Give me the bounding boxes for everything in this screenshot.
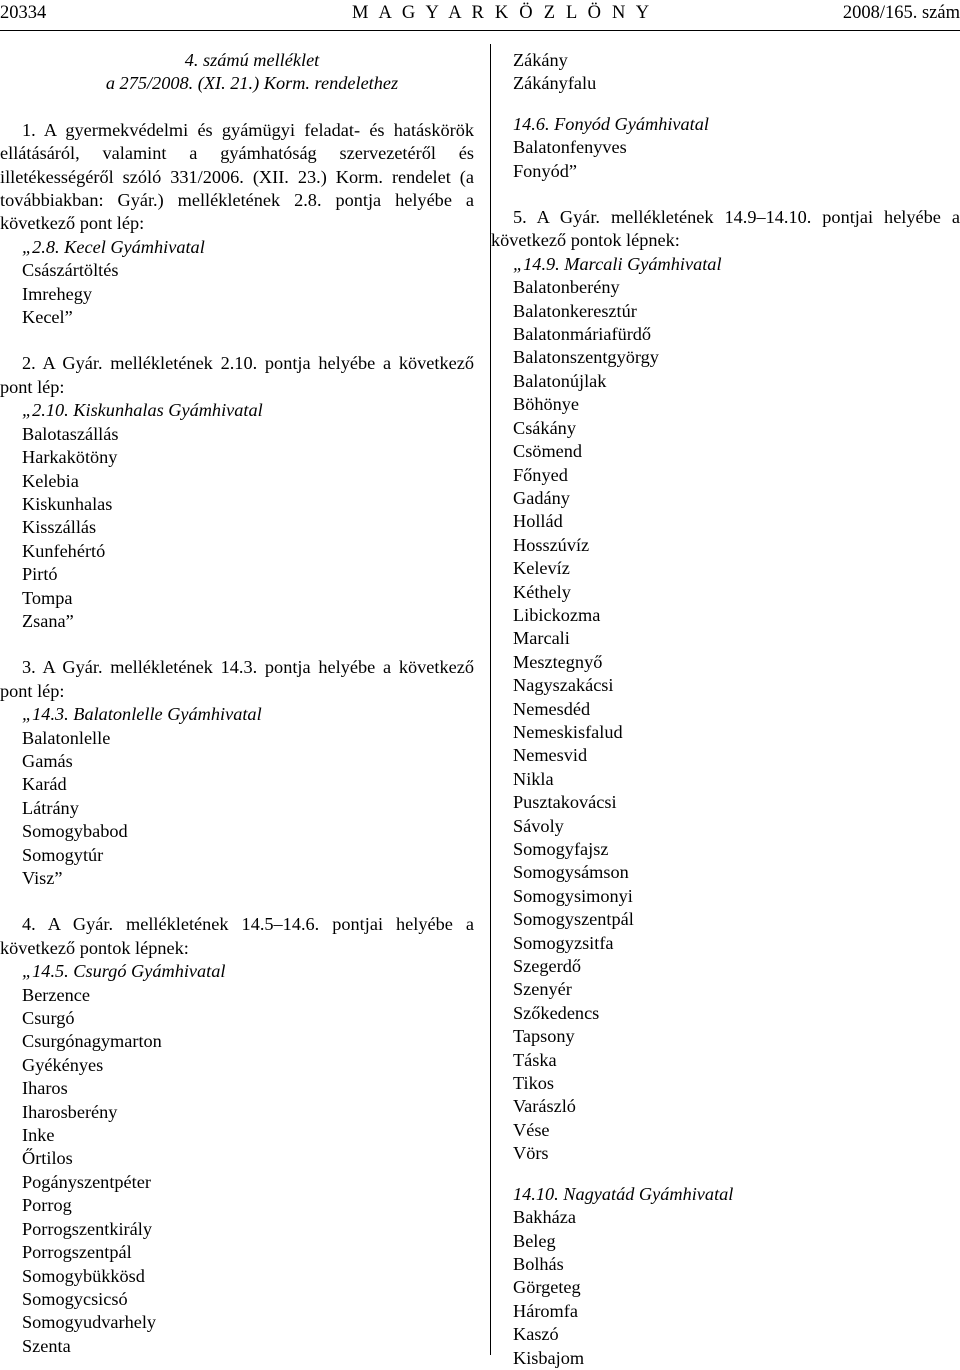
list-item: Csömend — [513, 441, 583, 462]
list-item: Balatonmáriafürdő — [513, 324, 652, 345]
list-item: Somogysámson — [513, 862, 629, 883]
section-title: „14.9. Marcali Gyámhivatal — [513, 253, 722, 274]
list-item: Kisbajom — [513, 1347, 585, 1368]
list-item: Iharosberény — [22, 1101, 118, 1122]
list-item: Szenyér — [513, 979, 572, 1000]
list-item: Vörs — [513, 1143, 549, 1164]
list-item: Szegerdő — [513, 956, 582, 977]
list-item: Böhönye — [513, 394, 580, 415]
list-item: Tikos — [513, 1073, 554, 1094]
page-header — [0, 0, 960, 31]
section-title: 14.10. Nagyatád Gyámhivatal — [513, 1183, 734, 1204]
list-item: Visz” — [22, 868, 63, 888]
paragraph-5: 5. A Gyár. mellékletének 14.9–14.10. pontjai helyébe a következő pontok lépnek: — [491, 207, 960, 251]
list-item: Hollád — [513, 511, 563, 532]
paragraph-3: 3. A Gyár. mellékletének 14.3. pontja helyébe a következő pont lép: — [0, 657, 474, 701]
list-s1 — [0, 259, 474, 329]
list-item: Somogyudvarhely — [22, 1312, 157, 1333]
list-item: Kisszállás — [22, 517, 97, 538]
list-item: Somogytúr — [22, 844, 104, 865]
list-item: Nemesdéd — [513, 698, 591, 719]
list-item: Beleg — [513, 1230, 556, 1251]
list-item: Porrog — [22, 1195, 72, 1216]
list-item: Balatonkeresztúr — [513, 300, 637, 321]
list-item: Hosszúvíz — [513, 534, 590, 555]
section-title: „2.8. Kecel Gyámhivatal — [22, 236, 205, 257]
list-item: Porrogszentkirály — [22, 1218, 152, 1239]
list-item: Főnyed — [513, 464, 568, 485]
list-item: Harkakötöny — [22, 447, 118, 468]
list-item: Fonyód” — [513, 160, 577, 181]
list-item: Nemeskisfalud — [513, 721, 623, 742]
list-s5 — [513, 136, 960, 183]
list-item: Háromfa — [513, 1300, 578, 1321]
list-item: Kecel” — [22, 307, 73, 328]
list-item: Zsana” — [22, 610, 74, 631]
list-item: Császártöltés — [22, 260, 119, 281]
section-title: „14.3. Balatonlelle Gyámhivatal — [22, 704, 262, 725]
list-item: Szenta — [22, 1335, 71, 1356]
list-s3 — [0, 727, 474, 891]
list-item: Szőkedencs — [513, 1002, 600, 1023]
list-item: Gyékényes — [22, 1054, 104, 1075]
list-item: Kiskunhalas — [22, 493, 113, 514]
journal-title: M A G Y A R K Ö Z L Ö N Y — [352, 3, 653, 23]
list-item: Somogybükkösd — [22, 1265, 145, 1286]
page-number: 20334 — [0, 3, 47, 23]
list-item: Pogányszentpéter — [22, 1171, 151, 1192]
list-item: Zákányfalu — [513, 73, 597, 94]
list-item: Somogysimonyi — [513, 885, 633, 906]
list-item: Kelebia — [22, 470, 79, 491]
list-s4 — [0, 984, 474, 1359]
list-item: Táska — [513, 1049, 557, 1070]
list-item: Somogyszentpál — [513, 909, 634, 930]
list-item: Porrogszentpál — [22, 1242, 132, 1263]
list-item: Őrtilos — [22, 1148, 73, 1169]
section-title: „2.10. Kiskunhalas Gyámhivatal — [22, 400, 263, 421]
list-item: Inke — [22, 1125, 55, 1146]
list-s6 — [513, 276, 960, 1165]
list-item: Balatonszentgyörgy — [513, 347, 659, 368]
list-item: Bolhás — [513, 1253, 564, 1274]
list-item: Zákány — [513, 50, 568, 70]
list-item: Gadány — [513, 487, 570, 508]
list-item: Balatonújlak — [513, 370, 607, 391]
list-item: Pirtó — [22, 564, 58, 585]
list-s2 — [0, 423, 474, 634]
list-item: Balatonberény — [513, 277, 620, 298]
section-title: „14.5. Csurgó Gyámhivatal — [22, 961, 226, 982]
list-continued — [513, 49, 960, 96]
list-item: Kelevíz — [513, 558, 570, 579]
list-item: Nemesvid — [513, 745, 588, 766]
list-item: Csákány — [513, 417, 576, 438]
section-title: 14.6. Fonyód Gyámhivatal — [513, 113, 709, 134]
annex-reference: a 275/2008. (XI. 21.) Korm. rendelethez — [105, 73, 399, 94]
list-item: Látrány — [22, 797, 79, 818]
list-item: Balatonlelle — [22, 727, 111, 748]
list-item: Mesztegnyő — [513, 651, 603, 672]
list-item: Balotaszállás — [22, 423, 119, 444]
list-item: Marcali — [513, 628, 570, 649]
list-item: Balatonfenyves — [513, 137, 627, 158]
list-item: Bakháza — [513, 1207, 576, 1228]
list-item: Görgeteg — [513, 1277, 581, 1298]
list-item: Somogyfajsz — [513, 839, 609, 859]
list-item: Libickozma — [513, 604, 601, 625]
list-item: Varászló — [513, 1096, 576, 1117]
paragraph-4: 4. A Gyár. mellékletének 14.5–14.6. pontjai helyébe a következő pontok lépnek: — [0, 914, 474, 958]
list-item: Csurgó — [22, 1008, 75, 1029]
issue-number: 2008/165. szám — [842, 3, 960, 23]
paragraph-2: 2. A Gyár. mellékletének 2.10. pontja helyébe a következő pont lép: — [0, 353, 474, 397]
list-item: Tapsony — [513, 1026, 575, 1047]
list-s7 — [513, 1206, 960, 1370]
list-item: Kunfehértó — [22, 540, 106, 561]
left-column — [0, 49, 474, 1358]
paragraph-1: 1. A gyermekvédelmi és gyámügyi feladat- és hatáskörök ellátásáról, valamint a gyámhatóság szervezetéről és illetékességéről szóló 331/2006. (XII. 23.) Korm. rendelet (a továbbiakban: Gyár.) mellékletének 2.8. pontja helyébe a következő pont lép: — [0, 119, 474, 234]
list-item: Nikla — [513, 768, 554, 789]
list-item: Imrehegy — [22, 283, 93, 304]
annex-title: 4. számú melléklet — [184, 50, 320, 70]
list-item: Somogyzsitfa — [513, 932, 614, 953]
list-item: Berzence — [22, 984, 90, 1005]
list-item: Sávoly — [513, 815, 564, 836]
list-item: Iharos — [22, 1078, 68, 1099]
list-item: Kaszó — [513, 1324, 559, 1345]
list-item: Karád — [22, 774, 67, 795]
list-item: Somogycsicsó — [22, 1288, 128, 1309]
right-column — [491, 49, 960, 1370]
list-item: Vése — [513, 1119, 550, 1140]
list-item: Nagyszakácsi — [513, 675, 614, 696]
list-item: Gamás — [22, 750, 73, 771]
list-item: Kéthely — [513, 581, 571, 602]
list-item: Somogybabod — [22, 821, 128, 842]
list-item: Csurgónagymarton — [22, 1031, 162, 1052]
list-item: Pusztakovácsi — [513, 792, 617, 813]
list-item: Tompa — [22, 587, 73, 608]
